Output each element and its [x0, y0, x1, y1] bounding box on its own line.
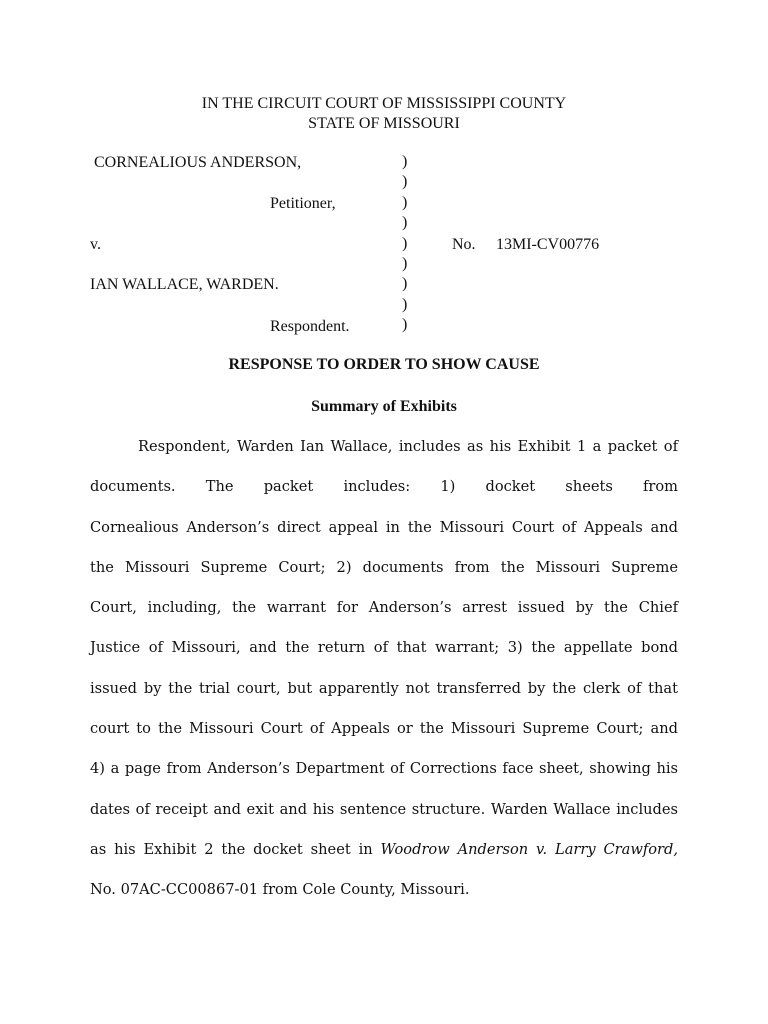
body-line: the Missouri Supreme Court; 2) documents from the Missouri Supreme — [90, 558, 678, 576]
case-citation: Woodrow Anderson v. Larry Crawford, — [380, 840, 678, 858]
body-line: Respondent, Warden Ian Wallace, includes as his Exhibit 1 a packet of — [138, 438, 678, 455]
section-heading: Summary of Exhibits — [311, 398, 457, 415]
body-line: dates of receipt and exit and his sentence structure. Warden Wallace includes — [90, 800, 678, 818]
body-line: No. 07AC-CC00867-01 from Cole County, Missouri. — [90, 881, 470, 899]
body-line: court to the Missouri Court of Appeals or the Missouri Supreme Court; and — [90, 720, 678, 738]
body-line: Cornealious Anderson’s direct appeal in the Missouri Court of Appeals and — [90, 518, 678, 536]
court-state: STATE OF MISSOURI — [308, 115, 460, 132]
court-name: IN THE CIRCUIT COURT OF MISSISSIPPI COUNTY — [201, 95, 567, 112]
case-number: 13MI-CV00776 — [496, 236, 600, 253]
document-title: RESPONSE TO ORDER TO SHOW CAUSE — [228, 356, 540, 373]
petitioner-name: CORNEALIOUS ANDERSON, — [94, 154, 302, 171]
body-line: documents. The packet includes: 1) docket sheets from — [90, 478, 678, 496]
body-line: 4) a page from Anderson’s Department of Corrections face sheet, showing his — [90, 760, 678, 778]
body-line: issued by the trial court, but apparently not transferred by the clerk of that — [90, 679, 678, 697]
body-line: Court, including, the warrant for Anderson’s arrest issued by the Chief — [90, 599, 678, 617]
versus-label: v. — [90, 236, 101, 253]
petitioner-role: Petitioner, — [270, 195, 336, 212]
respondent-role: Respondent. — [270, 318, 350, 335]
respondent-name: IAN WALLACE, WARDEN. — [90, 276, 279, 293]
body-line — [90, 830, 678, 870]
body-line-prefix: as his Exhibit 2 the docket sheet in — [90, 840, 381, 858]
body-line: Justice of Missouri, and the return of that warrant; 3) the appellate bond — [90, 639, 678, 657]
caption-parentheses: ) ) ) ) ) ) ) ) ) — [402, 153, 408, 334]
body-text — [90, 427, 678, 911]
case-number-label: No. — [452, 236, 476, 253]
